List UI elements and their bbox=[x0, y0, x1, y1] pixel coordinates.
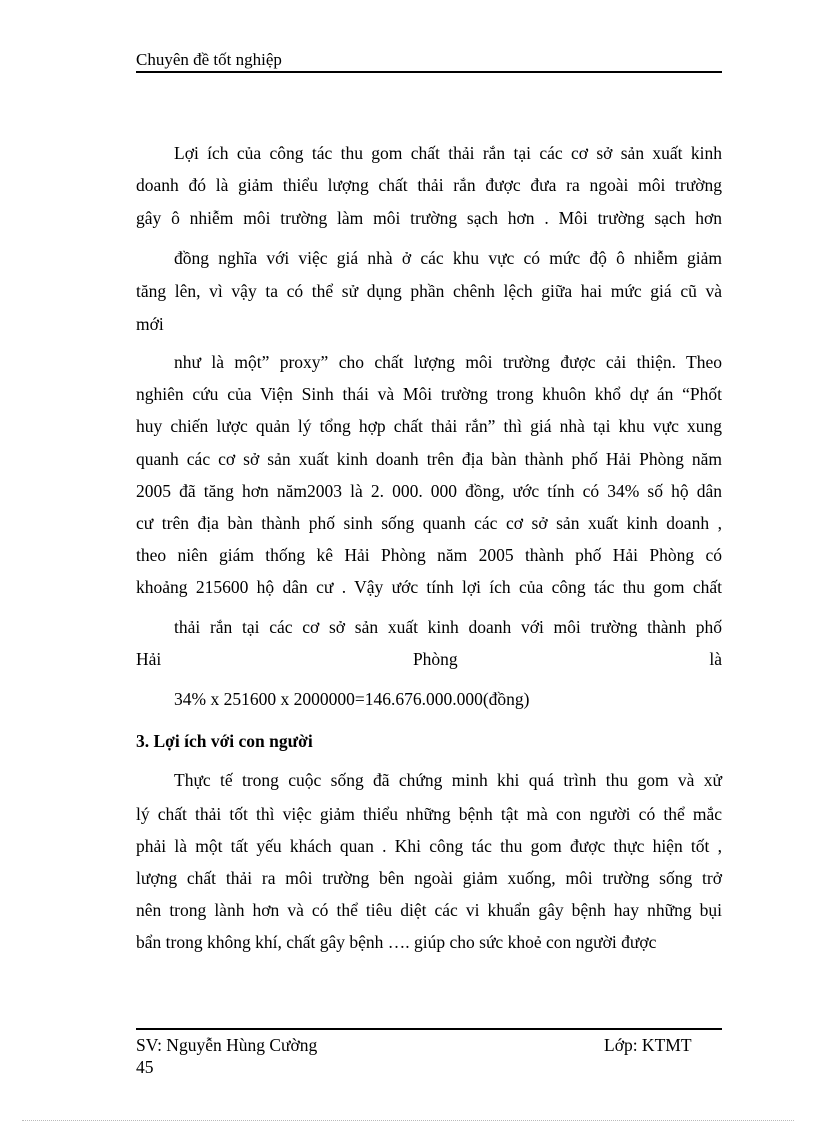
paragraph-line: huy chiến lược quản lý tổng hợp chất thải rắn” thì giá nhà tại khu vực xung bbox=[136, 416, 722, 436]
paragraph-line: doanh đó là giảm thiểu lượng chất thải rắn được đưa ra ngoài môi trường bbox=[136, 175, 722, 195]
paragraph-line: lượng chất thải ra môi trường bên ngoài giảm xuống, môi trường sống trở bbox=[136, 868, 722, 888]
paragraph-line: tăng lên, vì vậy ta có thể sử dụng phần chênh lệch giữa hai mức giá cũ và bbox=[136, 281, 722, 301]
page-bottom-border bbox=[22, 1120, 794, 1121]
paragraph-line: Thực tế trong cuộc sống đã chứng minh khi quá trình thu gom và xử bbox=[174, 770, 722, 790]
paragraph-line-spread bbox=[136, 649, 722, 670]
paragraph-line: khoảng 215600 hộ dân cư . Vậy ước tính lợi ích của công tác thu gom chất bbox=[136, 577, 722, 597]
page-header-title: Chuyên đề tốt nghiệp bbox=[136, 50, 282, 69]
paragraph-line: nghiên cứu của Viện Sinh thái và Môi trường trong khuôn khổ dự án “Phốt bbox=[136, 384, 722, 404]
formula-line: 34% x 251600 x 2000000=146.676.000.000(đồng) bbox=[174, 689, 530, 709]
header-rule bbox=[136, 71, 722, 73]
word: Hải bbox=[136, 649, 162, 669]
footer-class: Lớp: KTMT bbox=[604, 1035, 692, 1055]
footer-student-name: SV: Nguyễn Hùng Cường bbox=[136, 1035, 318, 1055]
paragraph-line: Lợi ích của công tác thu gom chất thải rắn tại các cơ sở sản xuất kinh bbox=[174, 143, 722, 163]
paragraph-line: mới bbox=[136, 314, 164, 334]
paragraph-line: 2005 đã tăng hơn năm2003 là 2. 000. 000 đồng, ước tính có 34% số hộ dân bbox=[136, 481, 722, 501]
paragraph-line: như là một” proxy” cho chất lượng môi trường được cải thiện. Theo bbox=[174, 352, 722, 372]
paragraph-line: thải rắn tại các cơ sở sản xuất kinh doanh với môi trường thành phố bbox=[174, 617, 722, 637]
section-heading: 3. Lợi ích với con người bbox=[136, 731, 313, 751]
paragraph-line: gây ô nhiễm môi trường làm môi trường sạch hơn . Môi trường sạch hơn bbox=[136, 208, 722, 228]
paragraph-line: cư trên địa bàn thành phố sinh sống quanh các cơ sở sản xuất kinh doanh , bbox=[136, 513, 722, 533]
paragraph-line: lý chất thải tốt thì việc giảm thiểu những bệnh tật mà con người có thể mắc bbox=[136, 804, 722, 824]
paragraph-line: nên trong lành hơn và có thể tiêu diệt các vi khuẩn gây bệnh hay những bụi bbox=[136, 900, 722, 920]
paragraph-line: theo niên giám thống kê Hải Phòng năm 2005 thành phố Hải Phòng có bbox=[136, 545, 722, 565]
paragraph-line: bẩn trong không khí, chất gây bệnh …. giúp cho sức khoẻ con người được bbox=[136, 932, 657, 952]
page-number: 45 bbox=[136, 1057, 154, 1077]
paragraph-line: quanh các cơ sở sản xuất kinh doanh trên địa bàn thành phố Hải Phòng năm bbox=[136, 449, 722, 469]
word: là bbox=[709, 649, 722, 669]
paragraph-line: phải là một tất yếu khách quan . Khi công tác thu gom được thực hiện tốt , bbox=[136, 836, 722, 856]
paragraph-line: đồng nghĩa với việc giá nhà ở các khu vực có mức độ ô nhiễm giảm bbox=[174, 248, 722, 268]
footer-rule bbox=[136, 1028, 722, 1030]
word: Phòng bbox=[412, 649, 458, 669]
